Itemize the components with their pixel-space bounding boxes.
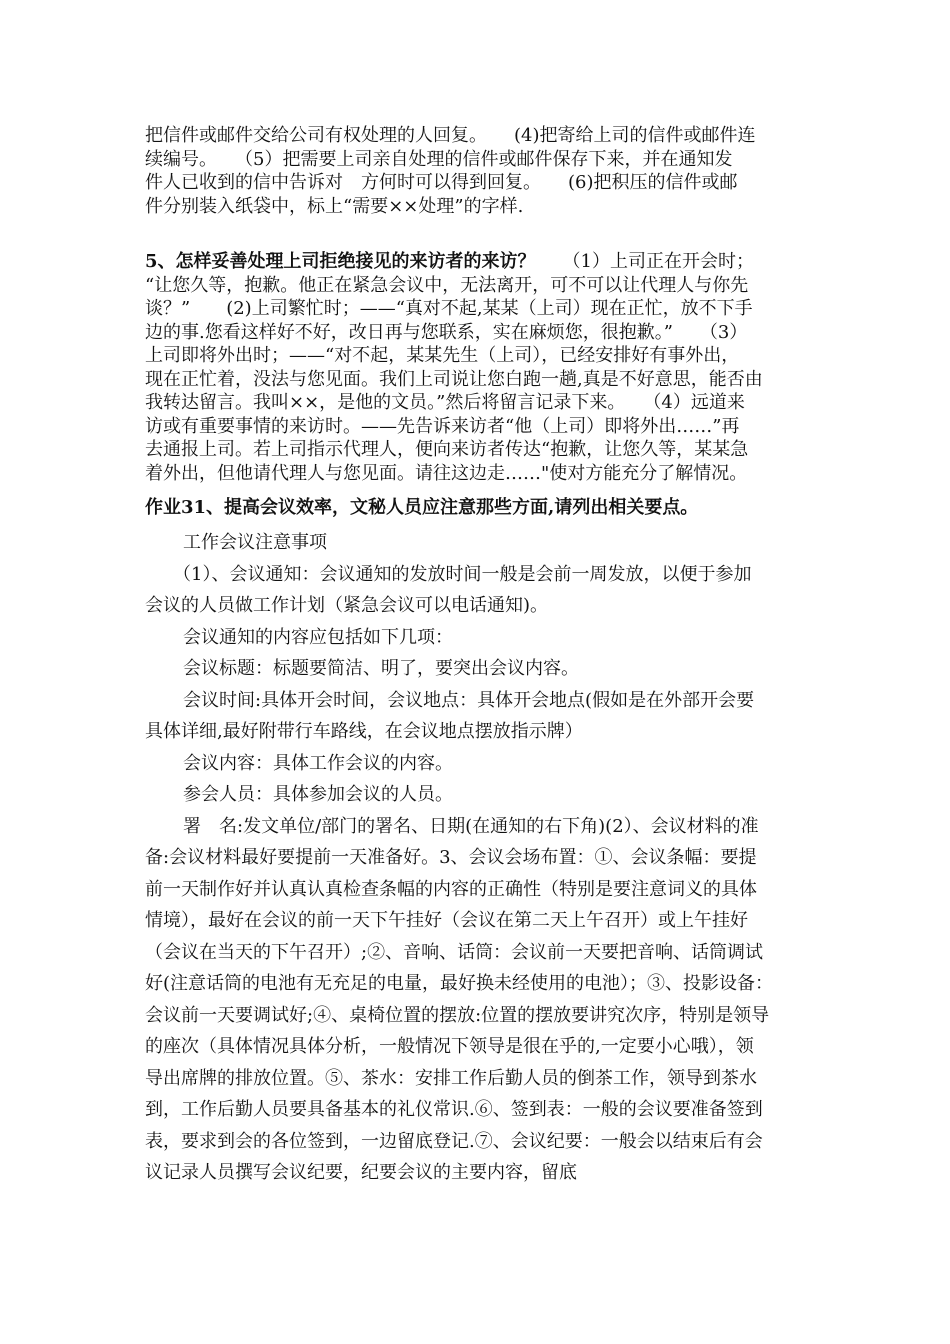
text-line: 参会人员：具体参加会议的人员。 xyxy=(183,784,453,805)
question-line xyxy=(145,250,815,274)
text-line: 具体详细,最好附带行车路线，在会议地点摆放指示牌） xyxy=(145,721,583,742)
text-line: 边的事.您看这样好不好，改日再与您联系，实在麻烦您，很抱歉。” （3） xyxy=(145,321,748,343)
text-line: 会议的人员做工作计划（紧急会议可以电话通知)。 xyxy=(145,595,549,616)
mail-handling-paragraph xyxy=(145,124,815,218)
text-line: 会议内容：具体工作会议的内容。 xyxy=(183,752,453,774)
assignment-heading-block xyxy=(145,496,815,520)
text-line: 好(注意话筒的电池有无充足的电量，最好换未经使用的电池）；③、投影设备： xyxy=(145,973,774,994)
text-line: 续编号。 （5）把需要上司亲自处理的信件或邮件保存下来，并在通知发 xyxy=(145,148,733,170)
text-line: （1）、会议通知：会议通知的发放时间一般是会前一周发放，以便于参加 xyxy=(173,563,752,585)
text-line: 表，要求到会的各位签到，一边留底登记.⑦、会议纪要：一般会以结束后有会 xyxy=(145,1130,763,1152)
visitor-handling-paragraph xyxy=(145,250,815,485)
text-line: 访或有重要事情的来访时。——先告诉来访者“他（上司）即将外出……”再 xyxy=(145,415,740,437)
text-line: 的座次（具体情况具体分析，一般情况下领导是很在乎的,一定要小心哦），领 xyxy=(145,1036,754,1057)
text-line: 会议标题：标题要简洁、明了，要突出会议内容。 xyxy=(183,658,579,679)
assignment-heading: 作业31、提高会议效率，文秘人员应注意那些方面,请列出相关要点。 xyxy=(145,497,699,518)
text-line: “让您久等，抱歉。他正在紧急会议中，无法离开，可不可以让代理人与你先 xyxy=(145,274,749,296)
text-line: 议记录人员撰写会议纪要，纪要会议的主要内容，留底 xyxy=(145,1162,577,1183)
text-line: 谈？” (2)上司繁忙时；——“真对不起,某某（上司）现在正忙，放不下手 xyxy=(145,298,753,319)
text-line: 着外出，但他请代理人与您见面。请往这边走……"使对方能充分了解情况。 xyxy=(145,462,748,484)
text-line: 去通报上司。若上司指示代理人，便向来访者传达“抱歉，让您久等，某某急 xyxy=(145,439,749,460)
text-line: 前一天制作好并认真认真检查条幅的内容的正确性（特别是要注意词义的具体 xyxy=(145,878,757,900)
text-line: 导出席牌的排放位置。⑤、茶水：安排工作后勤人员的倒茶工作，领导到茶水 xyxy=(145,1067,757,1089)
text-line: 会议时间:具体开会时间，会议地点：具体开会地点(假如是在外部开会要 xyxy=(183,689,755,711)
text-span: （1）上司正在开会时； xyxy=(535,251,754,272)
text-line: 把信件或邮件交给公司有权处理的人回复。 (4)把寄给上司的信件或邮件连 xyxy=(145,125,756,146)
text-line: 件分别装入纸袋中，标上“需要××处理”的字样. xyxy=(145,195,524,217)
text-line: 会议通知的内容应包括如下几项： xyxy=(183,626,453,648)
text-line: 备:会议材料最好要提前一天准备好。3、会议会场布置：①、会议条幅：要提 xyxy=(145,847,757,868)
text-line: 件人已收到的信中告诉对 方何时可以得到回复。 (6)把积压的信件或邮 xyxy=(145,172,738,193)
text-line: 到，工作后勤人员要具备基本的礼仪常识.⑥、签到表：一般的会议要准备签到 xyxy=(145,1099,763,1120)
question-heading: 5、怎样妥善处理上司拒绝接见的来访者的来访？ xyxy=(145,251,536,272)
text-line: 现在正忙着，没法与您见面。我们上司说让您白跑一趟,真是不好意思，能否由 xyxy=(145,368,763,390)
meeting-notes-section xyxy=(145,527,815,1189)
section-title: 工作会议注意事项 xyxy=(183,532,327,553)
text-line: 署 名:发文单位/部门的署名、日期(在通知的右下角)(2）、会议材料的准 xyxy=(183,815,759,837)
text-line: 上司即将外出时；——“对不起，某某先生（上司），已经安排好有事外出， xyxy=(145,345,740,366)
text-line: 情境），最好在会议的前一天下午挂好（会议在第二天上午召开）或上午挂好 xyxy=(145,910,748,931)
text-line: 会议前一天要调试好;④、桌椅位置的摆放:位置的摆放要讲究次序，特别是领导 xyxy=(145,1004,770,1026)
text-line: 我转达留言。我叫××，是他的文员。”然后将留言记录下来。 （4）远道来 xyxy=(145,392,745,413)
text-line: （会议在当天的下午召开）;②、音响、话筒：会议前一天要把音响、话筒调试 xyxy=(145,941,764,963)
